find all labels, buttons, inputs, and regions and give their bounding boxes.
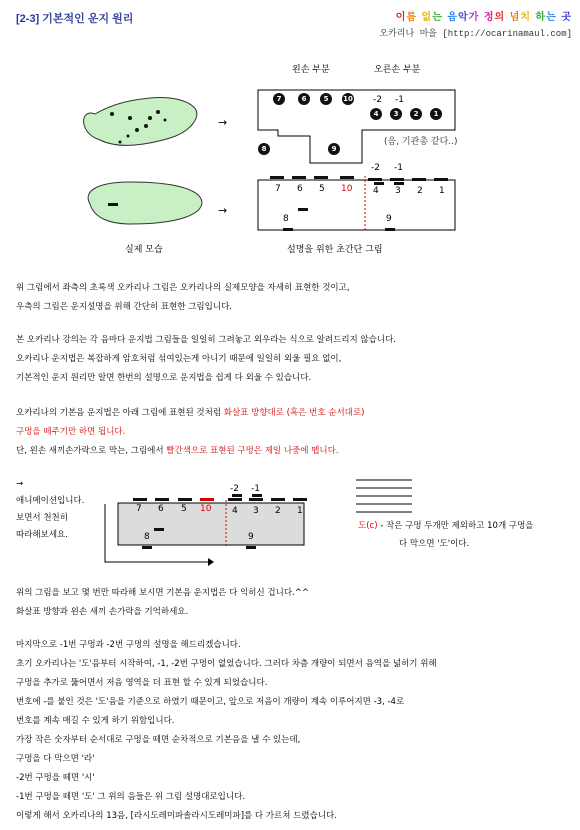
schematic-top-outline (258, 90, 455, 163)
anim-num-1: 1 (297, 506, 303, 516)
anim-mark-neg2: -2 (230, 484, 239, 494)
ocarina-figure-top (0, 78, 580, 268)
p5-line: 초기 오카리나는 '도'음부터 시작하여, -1, -2번 구멍이 없었습니다. 그러다 차츰 개량이 되면서 음역을 넓히기 위해 (16, 659, 437, 669)
hole-5: 5 (320, 93, 332, 105)
tagline-char: 름 (406, 12, 418, 23)
do-desc1: - 작은 구멍 두개만 제외하고 10개 구멍을 (377, 521, 534, 531)
do-description (358, 519, 534, 531)
mark-neg2: -2 (373, 95, 382, 105)
anim-num-9: 9 (248, 532, 254, 542)
num-9: 9 (386, 214, 392, 224)
hole-10: 10 (343, 95, 353, 103)
hole-6: 6 (298, 93, 310, 105)
anim-num-10: 10 (200, 504, 212, 514)
num-7: 7 (275, 184, 281, 194)
tagline-char: 는 (546, 12, 557, 23)
num-4: 4 (373, 186, 379, 196)
hole-4: 4 (370, 108, 382, 120)
num-5: 5 (319, 184, 325, 194)
tagline-char: 음 (447, 12, 459, 23)
p5-line: 번호에 -를 붙인 것은 '도'음을 기준으로 하였기 때문이고, 앞으로 저음이 개량이 계속 이루어지면 -3, -4로 (16, 697, 405, 707)
hole-1: 1 (430, 108, 442, 120)
left-hand-label: 왼손 부분 (292, 65, 330, 75)
num-10: 10 (341, 184, 353, 194)
num-6: 6 (297, 184, 303, 194)
p1-line: 우측의 그림은 운지설명을 위해 간단히 표현한 그림입니다. (16, 302, 232, 312)
arrow-1: → (218, 116, 228, 129)
paragraph-3 (16, 404, 576, 461)
paragraph-4 (16, 584, 576, 622)
p1-line: 위 그림에서 좌측의 초록색 오카리나 그림은 오카리나의 실제모양을 자세히 표현한 것이고, (16, 283, 350, 293)
anim-num-2: 2 (275, 506, 281, 516)
paragraph-2 (16, 331, 576, 388)
anim-line: 따라해보세요. (16, 530, 68, 540)
right-hand-label: 오른손 부분 (374, 65, 421, 75)
p5-line: 구멍을 추가로 뚫어면서 저음 영역을 더 표현 할 수 있게 되었습니다. (16, 678, 268, 688)
tagline-char: 의 (494, 12, 506, 23)
p4-line: 위의 그림을 보고 몇 번만 따라해 보시면 기본음 운지법은 다 익히신 겁니다.^^ (16, 588, 309, 598)
anim-num-4: 4 (232, 506, 238, 516)
tagline-char: 는 (432, 12, 443, 23)
ocarina-real-top (84, 98, 197, 146)
p3-line2: 구멍을 떼주기만 하면 됩니다. (16, 427, 126, 437)
p5-line: 구멍을 다 막으면 '라' (16, 754, 95, 764)
p5-line: 번호를 계속 매길 수 있게 하기 위함입니다. (16, 716, 175, 726)
paragraph-1 (16, 279, 576, 317)
num-1: 1 (439, 186, 445, 196)
tagline-char: 없 (421, 12, 433, 23)
do-label: 도(c) (358, 521, 378, 531)
num-3: 3 (395, 186, 401, 196)
p3-line3: 단, 왼손 새끼손가락으로 막는, 그림에서 빨간색으로 표현된 구멍은 제일 나중에 뗍니다. (16, 446, 339, 456)
hole-8: 8 (258, 143, 270, 155)
mark-neg1: -1 (395, 95, 404, 105)
p2-line: 오카리나 운지법은 복잡하게 암호처럼 섞여있는게 아니기 때문에 일일히 외울 필요 없이, (16, 354, 342, 364)
p5-line: 이렇게 해서 오카리나의 13음, [라시도레미파솔라시도레미파]를 다 가르쳐 드렸습니다. (16, 811, 337, 821)
anim-num-6: 6 (158, 504, 164, 514)
mark-neg1b: -1 (394, 163, 403, 173)
tagline-char: 이 (395, 12, 407, 23)
tagline-char: 정 (483, 12, 495, 23)
mark-neg2b: -2 (371, 163, 380, 173)
site-link[interactable]: 오카리나 마을 [http://ocarinamaul.com] (379, 29, 572, 39)
tagline-char: 가 (468, 12, 480, 23)
anim-num-8: 8 (144, 532, 150, 542)
p5-line: 가장 작은 숫자부터 순서대로 구멍을 떼면 순차적으로 기본음을 낼 수 있는데, (16, 735, 301, 745)
anim-line: 보면서 천천히 (16, 513, 68, 523)
do-desc2: 다 막으면 '도'이다. (399, 539, 470, 549)
p5-line: -1번 구멍을 떼면 '도' 그 위의 음들은 위 그림 설명대로입니다. (16, 792, 246, 802)
num-2: 2 (417, 186, 423, 196)
page-title: [2-3] 기본적인 운지 원리 (16, 13, 134, 25)
hole-3: 3 (390, 108, 402, 120)
site-tagline (396, 8, 572, 23)
anim-mark-neg1: -1 (251, 484, 260, 494)
hole-2: 2 (410, 108, 422, 120)
anim-arrow: → (16, 479, 24, 489)
anim-num-3: 3 (253, 506, 259, 516)
p2-line: 본 오카리나 강의는 각 음마다 운지법 그림들을 일일히 그려놓고 외우라는 식으로 알려드리지 않습니다. (16, 335, 396, 345)
real-caption: 실제 모습 (125, 245, 163, 255)
ocarina-real-bottom (88, 182, 202, 224)
p3-line1: 오카리나의 기본음 운지법은 아래 그림에 표현된 것처럼 화살표 방향대로 (혹은 번호 순서대로) (16, 408, 365, 418)
p2-line: 기본적인 운지 원리만 알면 한번의 설명으로 운지법을 쉽게 다 외울 수 있습니다. (16, 373, 312, 383)
anim-num-5: 5 (181, 504, 187, 514)
note-machinegun: (음, 기관총 같다..) (384, 137, 458, 147)
tagline-char: 악 (458, 12, 469, 23)
anim-num-7: 7 (136, 504, 142, 514)
p4-line: 화살표 방향과 왼손 새끼 손가락을 기억하세요. (16, 607, 189, 617)
paragraph-5 (16, 636, 576, 826)
num-8: 8 (283, 214, 289, 224)
tagline-char: 치 (520, 12, 532, 23)
hole-9: 9 (328, 143, 340, 155)
tagline-char: 곳 (561, 12, 572, 23)
anim-line: 애니메이션입니다. (16, 496, 85, 506)
arrow-2: → (218, 204, 228, 217)
diagram-caption: 설명을 위한 초간단 그림 (287, 245, 383, 255)
p5-line: 마지막으로 -1번 구멍과 -2번 구멍의 설명을 해드리겠습니다. (16, 640, 241, 650)
p5-line: -2번 구멍을 떼면 '시' (16, 773, 95, 783)
hole-7: 7 (273, 93, 285, 105)
music-staff (356, 480, 412, 512)
tagline-char: 넘 (509, 12, 521, 23)
tagline-char: 하 (535, 12, 547, 23)
